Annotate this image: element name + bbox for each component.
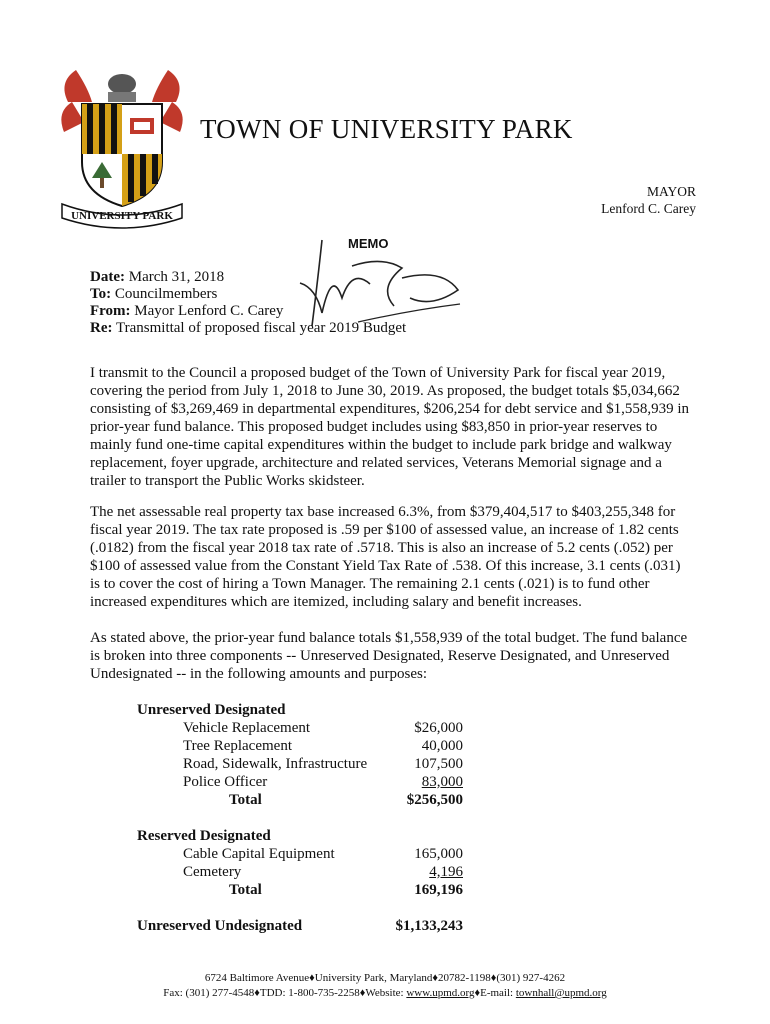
total-label: Total	[229, 792, 262, 808]
paragraph-budget-summary: I transmit to the Council a proposed budget of the Town of University Park for fiscal year 2019, covering the period from July 1, 2018 to June 30, 2019. As proposed, the budget totals $5,034,662 consisting of $3,269,469 in departmental expenditures, $206,254 for debt service and $1,558,939 in prior-year fund balance. This proposed budget includes using $83,850 in prior-year reserves to mainly fund one-time capital expenditures within the budget to include park bridge and walkway replacement, foyer upgrade, architecture and related services, Veterans Memorial signage and a trailer to transport the Public Works skidsteer.	[90, 365, 690, 489]
website-link[interactable]: www.upmd.org	[406, 987, 475, 999]
budget-row	[137, 773, 477, 791]
budget-total-row	[137, 791, 477, 809]
town-title: TOWN OF UNIVERSITY PARK	[200, 114, 573, 144]
footer-email-label: ♦E-mail:	[474, 987, 516, 999]
re-line	[90, 320, 406, 337]
from-line	[90, 303, 406, 320]
mayor-block	[601, 183, 696, 217]
unreserved-designated-heading: Unreserved Designated	[137, 702, 286, 718]
date-value: March 31, 2018	[124, 269, 225, 285]
re-label: Re:	[90, 320, 113, 336]
unreserved-undesignated-row	[137, 917, 477, 935]
paragraph-tax-base: The net assessable real property tax base increased 6.3%, from $379,404,517 to $403,255,348 for fiscal year 2019. The tax rate proposed is .59 per $100 of assessed value, an increase of 1.82 cents (.0182) from the fiscal year 2018 tax rate of .5718. This is also an increase of 5.2 cents (.052) per $100 of assessed value from the Constant Yield Tax Rate of .538. Of this increase, 3.1 cents (.031) is to cover the cost of hiring a Town Manager. The remaining 2.1 cents (.021) is to fund other increased expenditures which are itemized, including salary and benefit increases.	[90, 504, 681, 610]
mayor-name: Lenford C. Carey	[601, 201, 696, 216]
budget-row	[137, 863, 477, 881]
to-label: To:	[90, 286, 112, 302]
email-link[interactable]: townhall@upmd.org	[515, 987, 607, 999]
footer-fax-tdd: Fax: (301) 277-4548♦TDD: 1-800-735-2258♦Website:	[163, 987, 407, 999]
reserved-designated-heading: Reserved Designated	[137, 828, 271, 844]
budget-total-row	[137, 881, 477, 899]
letterhead-footer	[0, 971, 770, 1001]
date-line	[90, 269, 406, 286]
footer-address-line: 6724 Baltimore Avenue♦University Park, Maryland♦20782-1198♦(301) 927-4262	[204, 972, 566, 984]
budget-item-label: Vehicle Replacement	[183, 720, 311, 736]
section-heading	[137, 827, 477, 845]
seal-banner-text: UNIVERSITY PARK	[71, 210, 173, 222]
budget-item-amount: $26,000	[414, 720, 463, 736]
budget-row	[137, 719, 477, 737]
memo-header	[90, 269, 406, 337]
budget-item-amount: 165,000	[414, 846, 463, 862]
budget-row	[137, 737, 477, 755]
budget-item-amount: 107,500	[414, 756, 463, 772]
to-value: Councilmembers	[111, 286, 218, 302]
budget-item-label: Cemetery	[183, 864, 242, 880]
memo-label: MEMO	[348, 236, 389, 251]
total-amount: $256,500	[406, 792, 463, 808]
town-seal-logo	[58, 62, 186, 230]
budget-item-label: Tree Replacement	[183, 738, 292, 754]
fund-balance-table	[137, 701, 477, 935]
budget-item-label: Police Officer	[183, 774, 268, 790]
mayor-title: MAYOR	[646, 184, 696, 199]
budget-item-amount: 40,000	[421, 738, 463, 754]
from-label: From:	[90, 303, 131, 319]
total-label: Total	[229, 882, 262, 898]
budget-row	[137, 755, 477, 773]
paragraph-fund-balance: As stated above, the prior-year fund balance totals $1,558,939 of the total budget. The fund balance is broken into three components -- Unreserved Designated, Reserve Designated, and Unreserved Undesignated -- in the following amounts and purposes:	[90, 630, 688, 682]
total-amount: 169,196	[414, 882, 463, 898]
from-value: Mayor Lenford C. Carey	[130, 303, 284, 319]
budget-item-label: Cable Capital Equipment	[183, 846, 335, 862]
unreserved-undesignated-label: Unreserved Undesignated	[137, 918, 303, 934]
budget-row	[137, 845, 477, 863]
section-heading	[137, 701, 477, 719]
unreserved-undesignated-amount: $1,133,243	[395, 918, 463, 934]
budget-item-label: Road, Sidewalk, Infrastructure	[183, 756, 368, 772]
budget-item-amount: 83,000	[421, 774, 463, 790]
footer-contact-line	[0, 986, 770, 1001]
re-value: Transmittal of proposed fiscal year 2019 Budget	[112, 320, 407, 336]
budget-item-amount: 4,196	[429, 864, 463, 880]
to-line	[90, 286, 406, 303]
date-label: Date:	[90, 269, 125, 285]
